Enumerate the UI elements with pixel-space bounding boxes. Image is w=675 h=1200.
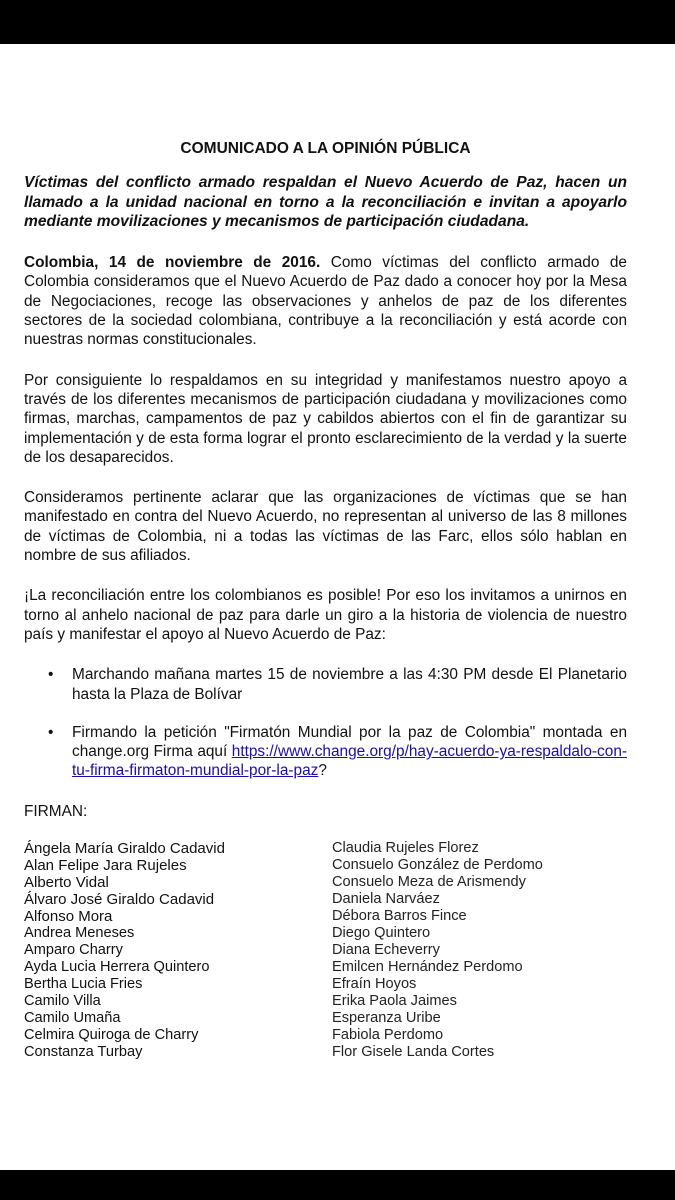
signer-name: Bertha Lucia Fries — [24, 976, 143, 993]
signer-name: Esperanza Uribe — [332, 1010, 441, 1027]
signers-column-left — [24, 840, 332, 1061]
signers-label: FIRMAN: — [24, 802, 88, 820]
signer-name: Efraín Hoyos — [332, 976, 417, 993]
signer-name: Erika Paola Jaimes — [332, 993, 457, 1010]
top-black-bar — [0, 0, 675, 44]
bottom-black-bar — [0, 1170, 675, 1200]
signer-name: Flor Gisele Landa Cortes — [332, 1044, 495, 1061]
signer-name: Alfonso Mora — [24, 908, 113, 926]
signer-name: Alan Felipe Jara Rujeles — [24, 857, 187, 875]
paragraph-1-text: Como víctimas del conflicto armado de Colombia consideramos que el Nuevo Acuerdo de Paz dado a conocer hoy por la Mesa de Negociaciones, recoge las observaciones y anhelos de paz de los diferentes sectores de la sociedad colombiana, contribuye a la reconciliación y está acorde con nuestras normas constitucionales. — [24, 254, 627, 349]
action-item-march — [24, 665, 627, 704]
signers-column-right — [332, 840, 627, 1061]
paragraph-1 — [24, 253, 627, 349]
signer-name: Camilo Umaña — [24, 1010, 121, 1027]
signer-name: Fabiola Perdomo — [332, 1027, 444, 1044]
paragraph-1-lead: Colombia, 14 de noviembre de 2016. — [24, 254, 321, 272]
action-petition-text: Firmando la petición "Firmatón Mundial por la paz de Colombia" montada en change.org Firma aquí — [72, 723, 627, 761]
signer-name: Débora Barros Fince — [332, 908, 467, 925]
signer-name: Camilo Villa — [24, 993, 101, 1010]
signer-name: Amparo Charry — [24, 942, 123, 959]
paragraph-4: ¡La reconciliación entre los colombianos es posible! Por eso los invitamos a unirnos en torno al anhelo nacional de paz para darle un giro a la historia de violencia de nuestro país y manifestar el apoyo al Nuevo Acuerdo de Paz: — [24, 587, 627, 643]
signer-name: Ayda Lucia Herrera Quintero — [24, 959, 210, 976]
paragraph-3: Consideramos pertinente aclarar que las organizaciones de víctimas que se han manifestado en contra del Nuevo Acuerdo, no representan al universo de las 8 millones de víctimas de Colombia, ni a todas las víctimas de las Farc, ellos sólo hablan en nombre de sus afiliados. — [24, 489, 627, 565]
action-list — [24, 665, 627, 780]
signer-name: Ángela María Giraldo Cadavid — [24, 840, 225, 858]
signer-name: Diana Echeverry — [332, 942, 440, 959]
document-page — [24, 139, 627, 1061]
action-march-text: Marchando mañana martes 15 de noviembre a las 4:30 PM desde El Planetario hasta la Plaza de Bolívar — [72, 666, 627, 703]
signer-name: Emilcen Hernández Perdomo — [332, 959, 523, 976]
signers-list — [24, 840, 627, 1061]
signer-name: Consuelo Meza de Arismendy — [332, 874, 526, 891]
signer-name: Alberto Vidal — [24, 874, 109, 892]
document-headline: Víctimas del conflicto armado respaldan el Nuevo Acuerdo de Paz, hacen un llamado a la unidad nacional en torno a la reconciliación e invitan a apoyarlo mediante movilizaciones y mecanismos de participación ciudadana. — [24, 174, 627, 230]
signer-name: Constanza Turbay — [24, 1044, 143, 1061]
document-title: COMUNICADO A LA OPINIÓN PÚBLICA — [180, 140, 471, 157]
bullet-icon: • — [48, 666, 54, 684]
signer-name: Andrea Meneses — [24, 925, 135, 942]
signer-name: Diego Quintero — [332, 925, 431, 942]
signer-name: Claudia Rujeles Florez — [332, 840, 479, 857]
signer-name: Consuelo González de Perdomo — [332, 857, 543, 874]
bullet-icon: • — [48, 723, 54, 741]
petition-link[interactable]: https://www.change.org/p/hay-acuerdo-ya-respaldalo-con-tu-firma-firmaton-mundial-por-la-paz — [72, 743, 627, 780]
signer-name: Daniela Narváez — [332, 891, 440, 908]
action-petition-suffix: ? — [318, 762, 327, 780]
signer-name: Celmira Quiroga de Charry — [24, 1027, 199, 1044]
paragraph-2: Por consiguiente lo respaldamos en su integridad y manifestamos nuestro apoyo a través de los diferentes mecanismos de participación ciudadana y movilizaciones como firmas, marchas, campamentos de paz y cabildos abiertos con el fin de garantizar su implementación y de esta forma lograr el pronto esclarecimiento de la verdad y la suerte de los desaparecidos. — [24, 371, 627, 466]
signer-name: Álvaro José Giraldo Cadavid — [24, 891, 215, 909]
action-item-petition — [24, 723, 627, 781]
